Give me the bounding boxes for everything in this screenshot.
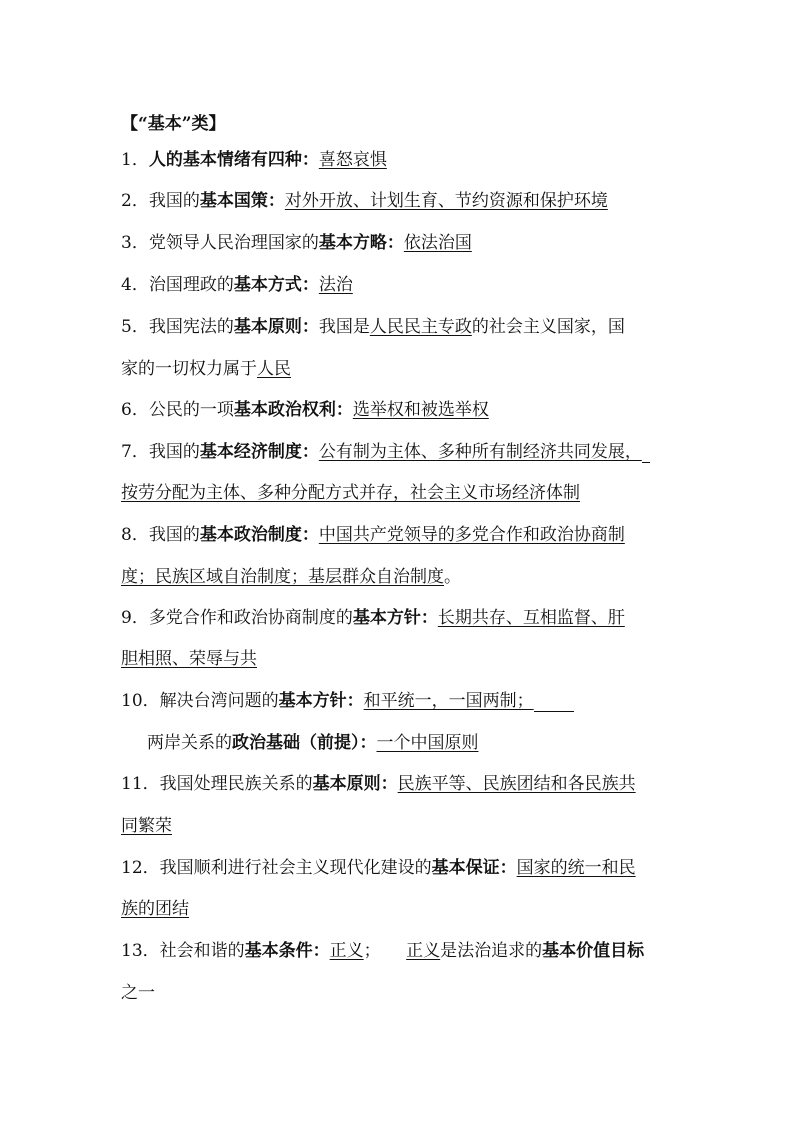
text-segment: 的社会主义国家，国	[471, 317, 625, 337]
text-segment: 基本保证：	[431, 858, 517, 878]
text-segment: 多党合作和政治协商制度的	[148, 608, 353, 628]
text-segment: 政治基础（前提）：	[232, 733, 377, 753]
item-number: 7．	[121, 442, 149, 462]
text-segment: 基本方式：	[233, 275, 319, 295]
text-segment: 基本政治制度：	[199, 525, 319, 545]
item-8	[121, 524, 625, 546]
blank-underline	[642, 442, 650, 463]
item-11	[121, 773, 636, 795]
item-5-cont	[121, 358, 291, 380]
item-6	[121, 399, 489, 421]
text-segment: 之一	[121, 983, 155, 1003]
text-segment: 基本原则：	[233, 317, 319, 337]
text-segment: 我国宪法的	[148, 317, 234, 337]
item-10	[121, 690, 574, 712]
item-number: 9．	[121, 608, 149, 628]
item-12	[121, 857, 636, 879]
text-segment: 治国理政的	[148, 275, 234, 295]
item-number: 1．	[121, 150, 149, 170]
item-4	[121, 274, 353, 296]
text-segment: 人民民主专政	[369, 317, 472, 337]
text-segment: 长期共存、互相监督、肝	[437, 608, 625, 628]
text-segment: 人的基本情绪有四种：	[148, 150, 319, 170]
text-segment: 同繁荣	[121, 816, 172, 836]
item-number: 5．	[121, 317, 149, 337]
text-segment: 胆相照、荣辱与共	[121, 649, 257, 669]
text-segment: 喜怒哀惧	[318, 150, 387, 170]
item-8-cont	[121, 566, 461, 588]
text-segment: 解决台湾问题的	[159, 691, 279, 711]
text-segment: 我国顺利进行社会主义现代化建设的	[159, 858, 432, 878]
text-segment: 基本条件：	[244, 941, 330, 961]
item-9	[121, 607, 625, 629]
item-number: 12．	[121, 858, 160, 878]
text-segment: 和平统一，一国两制；	[363, 691, 534, 711]
text-segment: 家的一切权力属于	[121, 359, 257, 379]
item-9-cont	[121, 648, 257, 670]
text-segment: 按劳分配为主体、多种分配方式并存，社会主义市场经济体制	[121, 483, 580, 503]
item-3	[121, 232, 472, 254]
text-segment: 中国共产党领导的多党合作和政治协商制	[318, 525, 625, 545]
text-segment: 基本价值目标	[542, 941, 645, 961]
text-segment: 基本国策：	[199, 191, 285, 211]
item-number: 2．	[121, 191, 149, 211]
text-segment: 民族平等、民族团结和各民族共	[397, 774, 636, 794]
text-segment: 选举权和被选举权	[352, 400, 489, 420]
item-10-cont	[147, 732, 479, 754]
item-13-cont	[121, 982, 155, 1004]
text-segment: 两岸关系的	[147, 733, 232, 753]
text-segment: 社会和谐的	[159, 941, 245, 961]
text-segment: 依法治国	[403, 233, 472, 253]
text-segment: 基本经济制度：	[199, 442, 319, 462]
item-12-cont	[121, 898, 189, 920]
item-2	[121, 190, 608, 212]
item-number: 4．	[121, 275, 149, 295]
blank-underline	[534, 691, 574, 712]
item-13	[121, 940, 644, 962]
text-segment: 公民的一项	[148, 400, 234, 420]
text-segment: 党领导人民治理国家的	[148, 233, 319, 253]
text-segment: 我国处理民族关系的	[159, 774, 313, 794]
text-segment: 是法治追求的	[440, 941, 543, 961]
text-segment: 一个中国原则	[376, 733, 479, 753]
text-segment: 国家的统一和民	[516, 858, 636, 878]
text-segment: 基本方针：	[278, 691, 364, 711]
text-segment: 对外开放、计划生育、节约资源和保护环境	[284, 191, 608, 211]
item-number: 6．	[121, 400, 149, 420]
item-5	[121, 316, 625, 338]
text-segment: 族的团结	[121, 899, 189, 919]
text-segment: 我国的	[148, 525, 200, 545]
item-number: 8．	[121, 525, 149, 545]
text-segment: 我国是	[318, 317, 370, 337]
item-number: 13．	[121, 941, 160, 961]
item-7	[121, 441, 650, 463]
text-segment: 基本方针：	[352, 608, 438, 628]
text-segment: ；	[363, 941, 407, 961]
item-1	[121, 149, 387, 171]
item-7-cont	[121, 482, 580, 504]
text-segment: 正义	[406, 941, 441, 961]
text-segment: 。	[444, 567, 461, 587]
text-segment: 法治	[318, 275, 353, 295]
text-segment: 正义	[329, 941, 364, 961]
text-segment: 我国的	[148, 442, 200, 462]
item-number: 3．	[121, 233, 149, 253]
text-segment: 基本原则：	[312, 774, 398, 794]
text-segment: 基本方略：	[318, 233, 404, 253]
text-segment: 公有制为主体、多种所有制经济共同发展，	[318, 442, 642, 462]
text-segment: 度；民族区域自治制度；基层群众自治制度	[121, 567, 444, 587]
text-segment: 人民	[257, 359, 291, 379]
section-title: 【“基本”类】	[121, 114, 226, 134]
item-11-cont	[121, 815, 172, 837]
item-number: 11．	[121, 774, 160, 794]
text-segment: 我国的	[148, 191, 200, 211]
item-number: 10．	[121, 691, 160, 711]
text-segment: 基本政治权利：	[233, 400, 353, 420]
